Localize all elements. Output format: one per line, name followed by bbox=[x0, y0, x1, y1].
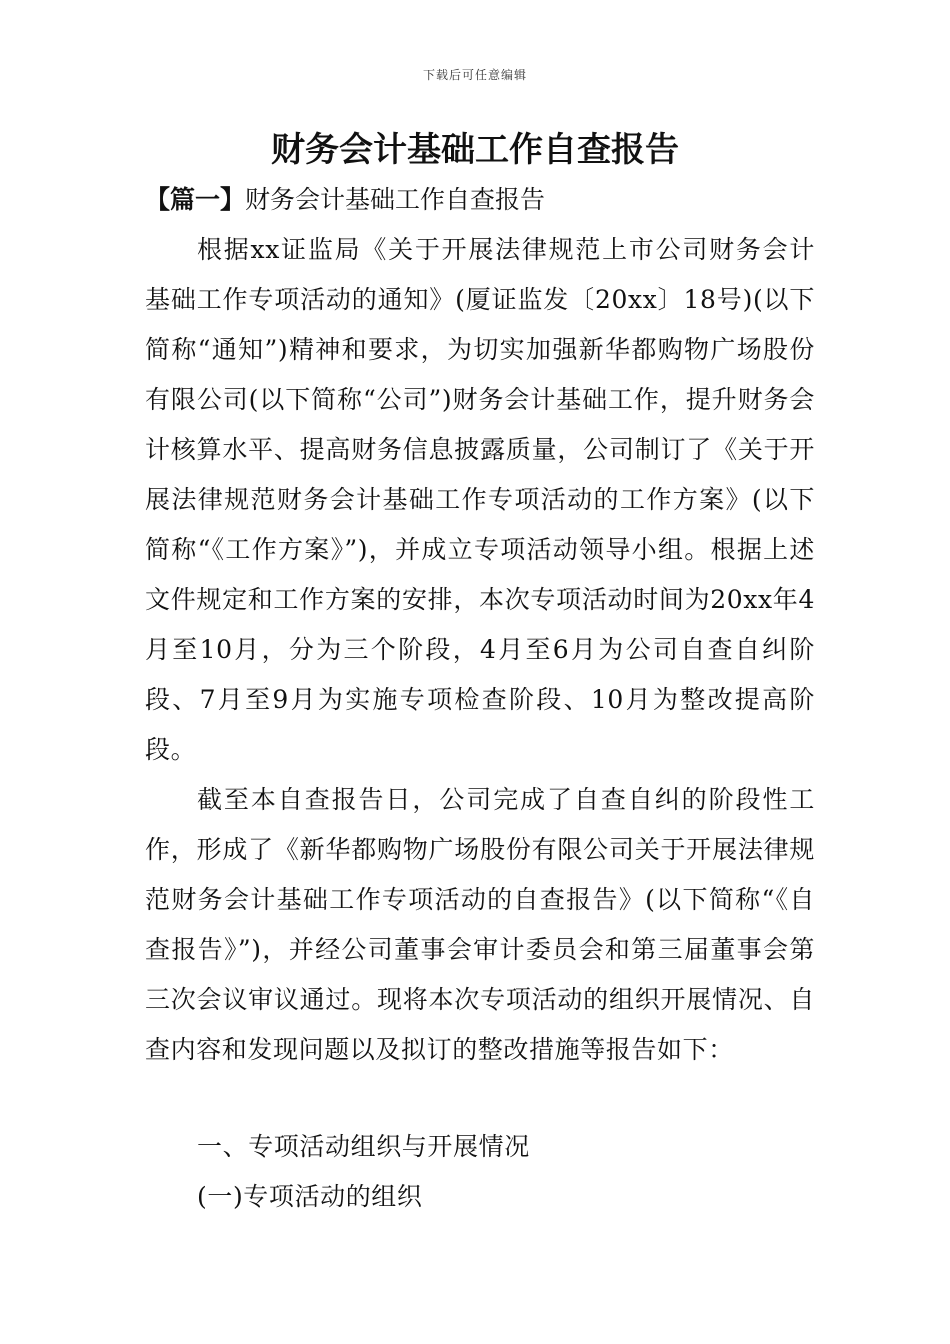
section-heading bbox=[145, 180, 545, 220]
subheading-2: (一)专项活动的组织 bbox=[197, 1182, 423, 1211]
header-note: 下载后可任意编辑 bbox=[422, 68, 527, 82]
paragraph-1: 根据xx证监局《关于开展法律规范上市公司财务会计基础工作专项活动的通知》(厦证监发〔20xx〕18号)(以下简称“通知”)精神和要求，为切实加强新华都购物广场股份有限公司(以下简称“公司”)财务会计基础工作，提升财务会计核算水平、提高财务信息披露质量，公司制订了《关于开展法律规范财务会计基础工作专项活动的工作方案》(以下简称“《工作方案》”)，并成立专项活动领导小组。根据上述文件规定和工作方案的安排，本次专项活动时间为20xx年4月至10月，分为三个阶段，4月至6月为公司自查自纠阶段、7月至9月为实施专项检查阶段、10月为整改提高阶段。 bbox=[145, 235, 815, 764]
subheading-1: 一、专项活动组织与开展情况 bbox=[197, 1132, 530, 1161]
paragraph-2: 截至本自查报告日，公司完成了自查自纠的阶段性工作，形成了《新华都购物广场股份有限公司关于开展法律规范财务会计基础工作专项活动的自查报告》(以下简称“《自查报告》”)，并经公司董事会审计委员会和第三届董事会第三次会议审议通过。现将本次专项活动的组织开展情况、自查内容和发现问题以及拟订的整改措施等报告如下： bbox=[145, 785, 815, 1064]
document-title: 财务会计基础工作自查报告 bbox=[271, 130, 679, 170]
section-heading-text: 财务会计基础工作自查报告 bbox=[245, 185, 546, 214]
section-bracket-label: 【篇一】 bbox=[145, 185, 246, 214]
